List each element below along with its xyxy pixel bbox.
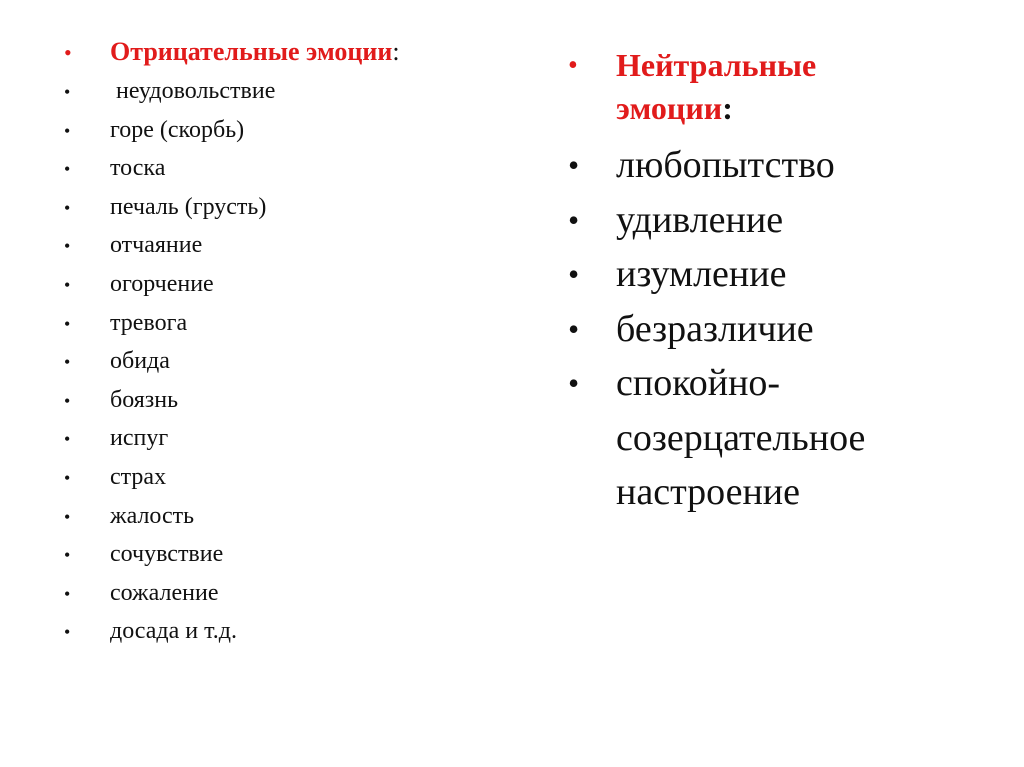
- bullet-icon: •: [568, 50, 578, 81]
- bullet-icon: •: [64, 120, 71, 141]
- list-item: [566, 138, 986, 193]
- list-item-label: испуг: [110, 425, 169, 452]
- list-item: [62, 150, 502, 189]
- list-item: [62, 112, 502, 151]
- list-item-label: любопытство: [616, 144, 835, 186]
- list-item-label: тоска: [110, 155, 166, 182]
- list-item: [62, 536, 502, 575]
- list-item-label: боязнь: [110, 386, 179, 413]
- negative-emotions-title: Отрицательные эмоции: [110, 37, 393, 66]
- list-item: [62, 189, 502, 228]
- bullet-icon: •: [568, 310, 580, 347]
- list-item-label: жалость: [110, 502, 195, 529]
- list-item-label: сочувствие: [110, 541, 224, 568]
- list-item: [566, 247, 986, 302]
- bullet-icon: •: [64, 429, 71, 450]
- list-item-label: страх: [110, 463, 167, 490]
- bullet-icon: •: [64, 467, 71, 488]
- list-item-label: отчаяние: [110, 232, 203, 259]
- bullet-icon: •: [64, 159, 71, 180]
- list-item-label: печаль (грусть): [110, 193, 267, 220]
- list-item: [62, 382, 502, 421]
- list-item-label: горе (скорбь): [110, 116, 245, 143]
- list-item: [566, 302, 986, 357]
- list-item-label: неудовольствие: [116, 78, 276, 104]
- list-item: [62, 343, 502, 382]
- list-item-label: изумление: [616, 253, 787, 295]
- neutral-emotions-column: [566, 44, 986, 520]
- list-item-label: обида: [110, 348, 170, 375]
- list-item: [62, 575, 502, 614]
- list-item-label: тревога: [110, 309, 188, 336]
- bullet-icon: •: [64, 236, 71, 257]
- heading-colon: :: [722, 90, 733, 126]
- list-item: [566, 193, 986, 248]
- bullet-icon: •: [64, 506, 71, 527]
- negative-emotions-column: [62, 34, 502, 652]
- bullet-icon: •: [568, 365, 580, 401]
- list-item: [62, 266, 502, 305]
- bullet-icon: •: [64, 274, 71, 295]
- list-item: [62, 498, 502, 537]
- bullet-icon: •: [64, 313, 71, 334]
- bullet-icon: •: [568, 201, 580, 238]
- list-item: [566, 356, 986, 520]
- list-item-label: сожаление: [110, 579, 219, 606]
- bullet-icon: •: [64, 40, 72, 65]
- heading-colon: :: [392, 37, 400, 66]
- negative-emotions-list: [62, 73, 502, 652]
- list-item: [62, 73, 502, 112]
- negative-emotions-heading: [62, 34, 502, 71]
- neutral-emotions-heading: [566, 44, 986, 130]
- list-item-label: удивление: [616, 198, 784, 241]
- list-item: [62, 305, 502, 344]
- bullet-icon: •: [64, 197, 71, 218]
- neutral-emotions-title: Нейтральные эмоции: [616, 47, 817, 126]
- list-item-label: досада и т.д.: [110, 618, 238, 645]
- bullet-icon: •: [64, 545, 71, 566]
- neutral-emotions-list: [566, 138, 986, 520]
- list-item: [62, 459, 502, 498]
- bullet-icon: •: [64, 390, 71, 411]
- list-item-label: безразличие: [616, 307, 814, 350]
- list-item: [62, 613, 502, 652]
- list-item: [62, 227, 502, 266]
- bullet-icon: •: [568, 256, 580, 292]
- bullet-icon: •: [64, 82, 71, 102]
- list-item: [62, 420, 502, 459]
- bullet-icon: •: [64, 583, 71, 604]
- list-item-label: спокойно-созерцательное настроение: [616, 362, 866, 513]
- bullet-icon: •: [64, 622, 71, 643]
- bullet-icon: •: [568, 147, 580, 183]
- bullet-icon: •: [64, 352, 71, 373]
- list-item-label: огорчение: [110, 270, 214, 297]
